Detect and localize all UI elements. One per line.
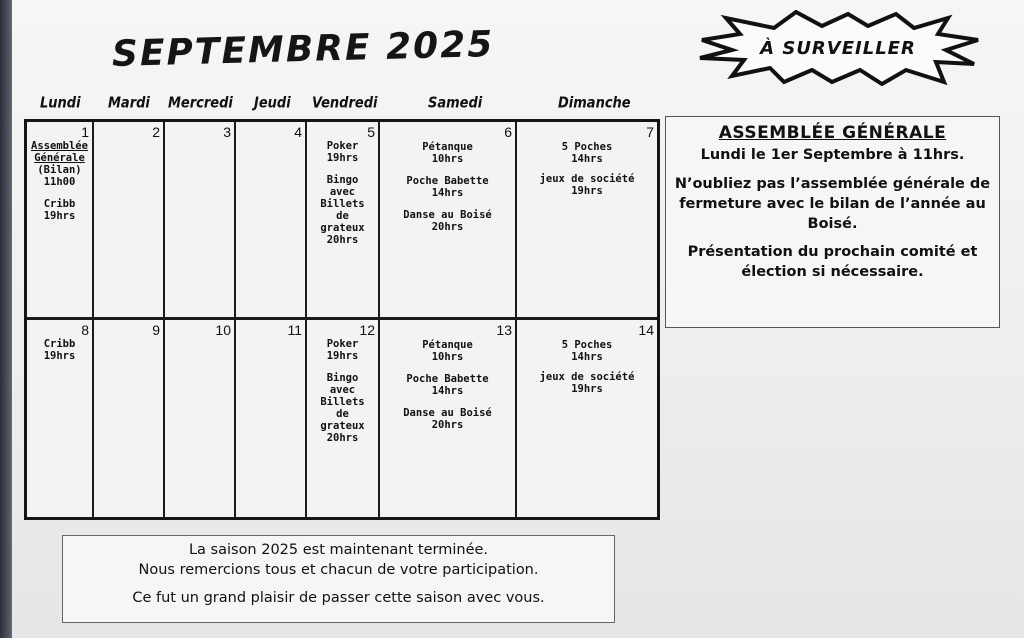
day-cell: [94, 320, 165, 518]
event-line: de: [336, 210, 349, 222]
day-cell: [27, 122, 94, 320]
day-cell: [94, 122, 165, 320]
assembly-notice: [665, 116, 1000, 328]
day-number: 1: [81, 124, 89, 140]
day-cell: [517, 320, 657, 518]
day-number: 5: [367, 124, 375, 140]
event-spacer: [311, 164, 374, 174]
notice-paragraph: N’oubliez pas l’assemblée générale de fermeture avec le bilan de l’année au Boisé.: [674, 176, 991, 232]
day-number: 9: [152, 321, 160, 338]
event-line: 20hrs: [431, 221, 464, 233]
event-line: Pétanque: [422, 141, 473, 153]
event-line: Poker: [326, 140, 359, 152]
event-line: 19hrs: [326, 152, 359, 164]
event-line: 5 Poches: [561, 141, 613, 153]
event-spacer: [521, 165, 653, 173]
event-line: Assemblée: [31, 140, 88, 152]
event-spacer: [384, 165, 511, 175]
notice-title: ASSEMBLÉE GÉNÉRALE: [718, 123, 947, 143]
day-number: 13: [496, 321, 512, 338]
day-number: 14: [638, 321, 654, 338]
event-line: 20hrs: [326, 431, 359, 444]
thanks-line: Nous remercions tous et chacun de votre participation.: [138, 562, 539, 578]
event-spacer: [384, 199, 511, 209]
event-line: Cribb: [43, 337, 76, 350]
event-line: 10hrs: [431, 153, 464, 165]
day-number: 3: [223, 124, 231, 140]
day-cell: [517, 122, 657, 320]
event-line: Poker: [326, 337, 359, 350]
event-spacer: [31, 188, 88, 198]
weekday-dimanche: Dimanche: [558, 94, 631, 113]
event-line: 14hrs: [571, 350, 603, 363]
day-cell: [380, 320, 517, 518]
event-line: Danse au Boisé: [403, 209, 492, 221]
weekday-lundi: Lundi: [40, 94, 81, 113]
day-cell: [165, 122, 236, 320]
notice-date: Lundi le 1er Septembre à 11hrs.: [700, 147, 965, 163]
watch-badge-label: À SURVEILLER: [760, 37, 916, 59]
event-line: avec: [329, 186, 356, 198]
day-number: 12: [359, 321, 375, 338]
day-number: 6: [504, 124, 512, 140]
event-line: Poche Babette: [406, 175, 489, 187]
event-line: 14hrs: [431, 187, 464, 199]
day-events: [517, 320, 657, 395]
event-line: Danse au Boisé: [403, 406, 492, 419]
event-line: jeux de société: [539, 370, 635, 383]
event-line: avec: [329, 383, 356, 396]
event-line: Poche Babette: [406, 372, 489, 385]
event-line: 19hrs: [43, 349, 76, 362]
event-line: 14hrs: [571, 153, 603, 165]
event-line: 19hrs: [571, 185, 603, 197]
day-events: [517, 122, 657, 197]
day-number: 8: [81, 321, 89, 338]
day-cell: [307, 122, 380, 320]
event-line: Bingo: [326, 174, 359, 186]
day-number: 7: [646, 124, 654, 140]
day-events: [380, 320, 515, 431]
day-number: 10: [215, 321, 231, 338]
day-number: 11: [287, 321, 302, 338]
event-line: de: [336, 407, 349, 420]
weekday-vendredi: Vendredi: [312, 94, 378, 113]
event-spacer: [521, 363, 653, 371]
event-line: grateux: [320, 419, 365, 432]
event-line: Générale: [34, 152, 85, 164]
calendar-grid: [24, 119, 660, 520]
event-line: 20hrs: [431, 418, 464, 431]
day-cell: [236, 122, 307, 320]
event-line: Billets: [320, 395, 365, 408]
event-line: Bingo: [326, 371, 359, 384]
thanks-line: Ce fut un grand plaisir de passer cette saison avec vous.: [132, 590, 545, 606]
weekday-mardi: Mardi: [108, 94, 150, 113]
event-line: 19hrs: [571, 382, 603, 395]
day-events: [307, 122, 378, 246]
day-events: [380, 122, 515, 233]
weekday-jeudi: Jeudi: [254, 94, 291, 113]
event-line: 10hrs: [431, 350, 464, 363]
event-line: Billets: [320, 198, 365, 210]
day-events: [307, 320, 378, 444]
weekday-samedi: Samedi: [428, 94, 483, 113]
event-spacer: [384, 363, 511, 373]
event-line: jeux de société: [539, 173, 635, 185]
day-number: 2: [152, 124, 160, 140]
day-cell: [380, 122, 517, 320]
weekday-mercredi: Mercredi: [168, 94, 233, 113]
season-thanks: [62, 535, 615, 623]
event-line: Pétanque: [422, 338, 473, 351]
day-cell: [307, 320, 380, 518]
event-line: 19hrs: [326, 349, 359, 362]
watch-badge: [692, 10, 984, 86]
day-number: 4: [294, 124, 302, 140]
day-cell: [165, 320, 236, 518]
event-line: Cribb: [43, 198, 76, 210]
event-line: grateux: [320, 222, 365, 234]
event-spacer: [384, 397, 511, 407]
thanks-line: La saison 2025 est maintenant terminée.: [188, 542, 489, 558]
day-cell: [236, 320, 307, 518]
event-spacer: [311, 362, 374, 372]
event-line: 5 Poches: [561, 338, 613, 351]
event-line: 11h00: [43, 176, 76, 188]
notice-paragraph: Présentation du prochain comité et élection si nécessaire.: [687, 244, 978, 280]
page-title: SEPTEMBRE 2025: [111, 23, 495, 75]
event-line: 14hrs: [431, 384, 464, 397]
event-line: (Bilan): [37, 164, 82, 176]
event-line: 20hrs: [326, 234, 359, 246]
event-line: 19hrs: [43, 210, 76, 222]
day-cell: [27, 320, 94, 518]
